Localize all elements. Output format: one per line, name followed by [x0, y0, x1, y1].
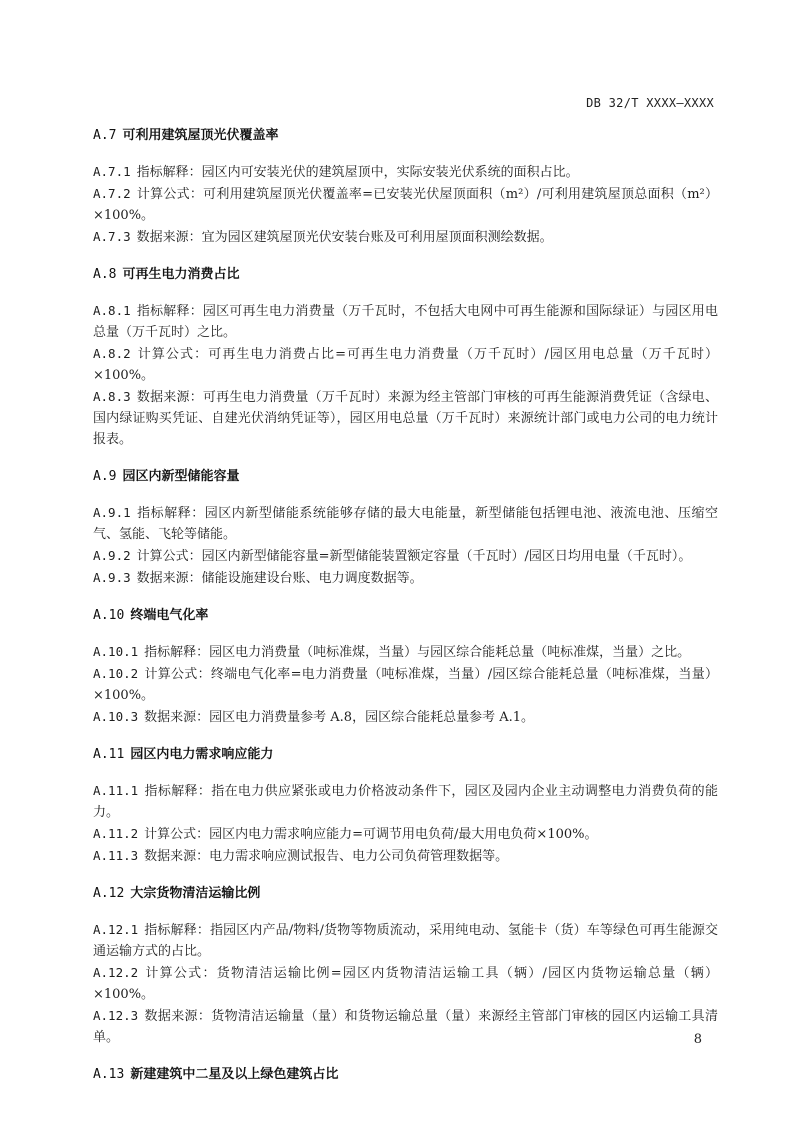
- section-heading: [93, 467, 718, 487]
- clause-number: A.8.3: [93, 389, 131, 404]
- section-heading: [93, 606, 718, 626]
- clause: [93, 300, 718, 343]
- clause-text: 指标解释：园区电力消费量（吨标准煤，当量）与园区综合能耗总量（吨标准煤，当量）之比。: [144, 645, 691, 660]
- clause: [93, 919, 718, 962]
- section-heading: [93, 745, 718, 765]
- section-number: A.8: [93, 267, 117, 282]
- clause: [93, 386, 718, 450]
- document-code: DB 32/T XXXX—XXXX: [586, 96, 714, 110]
- clause: [93, 502, 718, 545]
- section-a10: [93, 606, 718, 728]
- section-number: A.7: [93, 128, 117, 143]
- clause-text: 计算公式：可利用建筑屋顶光伏覆盖率=已安装光伏屋顶面积（m²）/可利用建筑屋顶总面积（m²）×100%。: [93, 187, 718, 223]
- clause-text: 数据来源：宜为园区建筑屋顶光伏安装台账及可利用屋顶面积测绘数据。: [136, 230, 553, 245]
- clause: [93, 706, 718, 728]
- clause-text: 数据来源：电力需求响应测试报告、电力公司负荷管理数据等。: [144, 849, 509, 864]
- clause-number: A.9.1: [93, 505, 131, 520]
- clause: [93, 780, 718, 823]
- clause-number: A.9.3: [93, 570, 131, 585]
- clause-text: 数据来源：储能设施建设台账、电力调度数据等。: [136, 571, 423, 586]
- section-number: A.9: [93, 469, 117, 484]
- clause-number: A.10.3: [93, 709, 139, 724]
- clause-text: 指标解释：指在电力供应紧张或电力价格波动条件下，园区及园内企业主动调整电力消费负荷的能力。: [93, 784, 718, 820]
- section-heading: [93, 126, 718, 146]
- clause-number: A.11.2: [93, 826, 139, 841]
- page-content: [93, 126, 718, 1100]
- clause-text: 计算公式：园区内新型储能容量=新型储能装置额定容量（千瓦时）/园区日均用电量（千瓦时）。: [136, 549, 692, 564]
- clause-text: 数据来源：货物清洁运输量（量）和货物运输总量（量）来源经主管部门审核的园区内运输工具清单。: [93, 1009, 718, 1045]
- clause-text: 计算公式：园区内电力需求响应能力=可调节用电负荷/最大用电负荷×100%。: [144, 827, 598, 842]
- clause: [93, 1005, 718, 1048]
- clause-number: A.8.2: [93, 346, 131, 361]
- clause-number: A.7.2: [93, 186, 131, 201]
- section-heading: [93, 884, 718, 904]
- clause-text: 计算公式：货物清洁运输比例=园区内货物清洁运输工具（辆）/园区内货物运输总量（辆）×100%。: [93, 966, 718, 1002]
- section-a13: [93, 1065, 718, 1085]
- section-title: 园区内新型储能容量: [122, 469, 240, 484]
- clause-text: 计算公式：可再生电力消费占比=可再生电力消费量（万千瓦时）/园区用电总量（万千瓦时）×100%。: [93, 347, 718, 383]
- clause-text: 数据来源：园区电力消费量参考 A.8，园区综合能耗总量参考 A.1。: [144, 710, 535, 725]
- clause: [93, 962, 718, 1005]
- clause: [93, 567, 718, 589]
- section-title: 可利用建筑屋顶光伏覆盖率: [122, 128, 279, 143]
- clause-number: A.10.1: [93, 644, 139, 659]
- section-number: A.10: [93, 608, 125, 623]
- clause-number: A.11.3: [93, 848, 139, 863]
- section-title: 园区内电力需求响应能力: [130, 747, 274, 762]
- page-number: 8: [693, 1032, 702, 1047]
- section-heading: [93, 265, 718, 285]
- section-title: 可再生电力消费占比: [122, 267, 240, 282]
- section-a7: [93, 126, 718, 248]
- section-number: A.12: [93, 886, 125, 901]
- section-a11: [93, 745, 718, 867]
- clause-text: 指标解释：园区内新型储能系统能够存储的最大电能量，新型储能包括锂电池、液流电池、压缩空气、氢能、飞轮等储能。: [93, 506, 718, 542]
- clause: [93, 845, 718, 867]
- section-title: 终端电气化率: [130, 608, 209, 623]
- clause-text: 指标解释：园区可再生电力消费量（万千瓦时，不包括大电网中可再生能源和国际绿证）与园区用电总量（万千瓦时）之比。: [93, 304, 718, 340]
- clause: [93, 641, 718, 663]
- clause-number: A.11.1: [93, 783, 139, 798]
- section-a9: [93, 467, 718, 589]
- section-number: A.13: [93, 1067, 125, 1082]
- section-a8: [93, 265, 718, 450]
- clause: [93, 823, 718, 845]
- section-heading: [93, 1065, 718, 1085]
- section-title: 大宗货物清洁运输比例: [130, 886, 261, 901]
- clause: [93, 183, 718, 226]
- clause-text: 指标解释：园区内可安装光伏的建筑屋顶中，实际安装光伏系统的面积占比。: [136, 165, 579, 180]
- clause-number: A.7.1: [93, 164, 131, 179]
- section-number: A.11: [93, 747, 125, 762]
- clause-number: A.12.2: [93, 965, 139, 980]
- section-title: 新建建筑中二星及以上绿色建筑占比: [130, 1067, 339, 1082]
- clause: [93, 663, 718, 706]
- clause-number: A.12.1: [93, 922, 139, 937]
- clause-text: 数据来源：可再生电力消费量（万千瓦时）来源为经主管部门审核的可再生能源消费凭证（含绿电、国内绿证购买凭证、自建光伏消纳凭证等），园区用电总量（万千瓦时）来源统计部门或电力公司的电力统计报表。: [93, 390, 718, 447]
- clause-number: A.9.2: [93, 548, 131, 563]
- clause: [93, 343, 718, 386]
- clause: [93, 226, 718, 248]
- clause: [93, 161, 718, 183]
- clause-text: 计算公式：终端电气化率=电力消费量（吨标准煤，当量）/园区综合能耗总量（吨标准煤，当量）×100%。: [93, 667, 718, 703]
- clause-number: A.8.1: [93, 303, 131, 318]
- clause-number: A.7.3: [93, 229, 131, 244]
- section-a12: [93, 884, 718, 1048]
- clause-number: A.12.3: [93, 1008, 139, 1023]
- clause-text: 指标解释：指园区内产品/物料/货物等物质流动，采用纯电动、氢能卡（货）车等绿色可再生能源交通运输方式的占比。: [93, 923, 718, 959]
- clause-number: A.10.2: [93, 666, 139, 681]
- clause: [93, 545, 718, 567]
